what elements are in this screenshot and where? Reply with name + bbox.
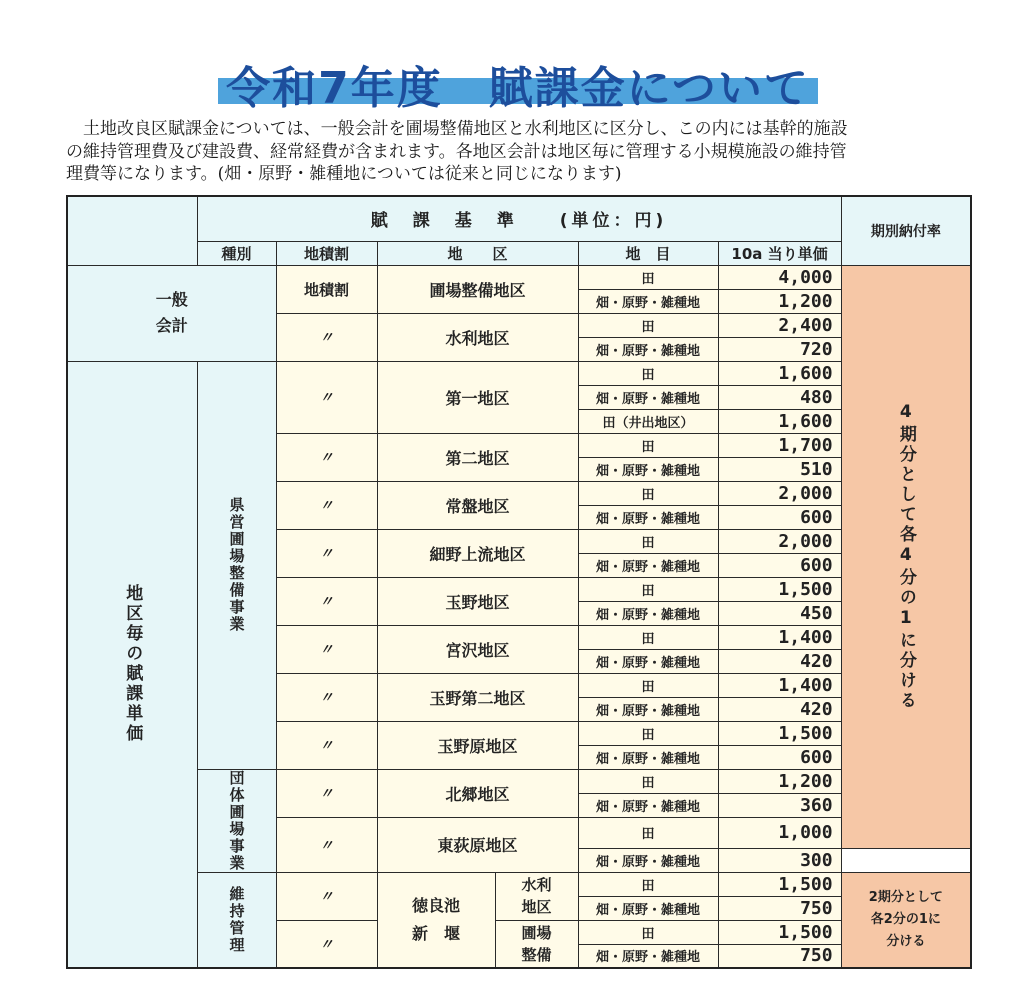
group-project-label — [197, 769, 276, 872]
installment-4-cell — [841, 265, 971, 848]
unit-price: 1,500 — [718, 872, 841, 896]
unit-price: 600 — [718, 745, 841, 769]
tokura-text: 徳良池 新 堰 — [411, 895, 460, 943]
land-category: 田（井出地区） — [578, 409, 718, 433]
land-category: 畑・原野・雑種地 — [578, 848, 718, 872]
ditto-mark: 〃 — [276, 529, 377, 577]
ditto-mark: 〃 — [276, 577, 377, 625]
land-category: 田 — [578, 361, 718, 385]
land-category: 田 — [578, 577, 718, 601]
header-land-category: 地 目 — [578, 241, 718, 265]
land-category: 畑・原野・雑種地 — [578, 697, 718, 721]
land-category: 畑・原野・雑種地 — [578, 745, 718, 769]
land-category: 田 — [578, 872, 718, 896]
unit-price: 510 — [718, 457, 841, 481]
ditto-mark: 〃 — [276, 920, 377, 968]
header-criteria: 賦 課 基 準 (単位：円) — [197, 196, 841, 241]
maintenance-label — [197, 872, 276, 968]
district-name: 圃場整備地区 — [377, 265, 578, 313]
installment-2-line: 2期分として — [868, 889, 943, 905]
land-category: 田 — [578, 625, 718, 649]
unit-price: 1,500 — [718, 721, 841, 745]
district-name: 宮沢地区 — [377, 625, 578, 673]
unit-price: 2,000 — [718, 481, 841, 505]
installment-2-cell — [841, 872, 971, 968]
land-category: 田 — [578, 673, 718, 697]
ditto-mark: 〃 — [276, 721, 377, 769]
ditto-mark: 〃 — [276, 481, 377, 529]
unit-price: 2,000 — [718, 529, 841, 553]
land-category: 田 — [578, 529, 718, 553]
unit-price: 1,200 — [718, 769, 841, 793]
unit-price: 1,000 — [718, 817, 841, 848]
district-name: 玉野原地区 — [377, 721, 578, 769]
unit-price: 720 — [718, 337, 841, 361]
land-category: 畑・原野・雑種地 — [578, 385, 718, 409]
unit-price: 1,600 — [718, 409, 841, 433]
installment-2-line: 各2分の1に — [870, 911, 941, 927]
group-project-text: 団体圃場事業 — [227, 769, 246, 872]
sub-water-text: 水利 地区 — [521, 876, 552, 916]
district-unit-price-label — [67, 361, 197, 968]
ditto-mark: 〃 — [276, 313, 377, 361]
land-category: 畑・原野・雑種地 — [578, 337, 718, 361]
unit-price: 450 — [718, 601, 841, 625]
maintenance-text: 維持管理 — [227, 885, 246, 954]
ditto-mark: 〃 — [276, 769, 377, 817]
land-category: 畑・原野・雑種地 — [578, 896, 718, 920]
ditto-mark: 〃 — [276, 361, 377, 433]
intro-line: 土地改良区賦課金については、一般会計を圃場整備地区と水利地区に区分し、この内には基幹的施設 — [66, 119, 848, 139]
unit-price: 300 — [718, 848, 841, 872]
ditto-mark: 〃 — [276, 872, 377, 920]
installment-4-text: 4期分として各4分の1に分ける — [895, 402, 916, 711]
intro-line: 理費等になります。(畑・原野・雑種地については従来と同じになります) — [66, 164, 622, 184]
land-category: 畑・原野・雑種地 — [578, 553, 718, 577]
unit-price: 750 — [718, 944, 841, 968]
header-district: 地 区 — [377, 241, 578, 265]
district-name: 東荻原地区 — [377, 817, 578, 872]
sub-district-field — [495, 920, 578, 968]
header-type: 種別 — [197, 241, 276, 265]
unit-price: 4,000 — [718, 265, 841, 289]
land-category: 畑・原野・雑種地 — [578, 289, 718, 313]
district-name: 玉野地区 — [377, 577, 578, 625]
general-account-label — [67, 265, 276, 361]
district-name: 玉野第二地区 — [377, 673, 578, 721]
installment-2-line: 分ける — [886, 933, 926, 949]
unit-price: 2,400 — [718, 313, 841, 337]
land-category: 田 — [578, 265, 718, 289]
district-unit-price-text: 地区毎の賦課単価 — [122, 584, 143, 745]
prefectural-project-text: 県営圃場整備事業 — [227, 497, 246, 633]
district-name: 水利地区 — [377, 313, 578, 361]
unit-price: 420 — [718, 697, 841, 721]
land-category: 田 — [578, 721, 718, 745]
ditto-mark: 〃 — [276, 817, 377, 872]
land-category: 田 — [578, 920, 718, 944]
land-category: 畑・原野・雑種地 — [578, 649, 718, 673]
land-category: 田 — [578, 433, 718, 457]
sub-district-water — [495, 872, 578, 920]
unit-price: 1,700 — [718, 433, 841, 457]
unit-price: 360 — [718, 793, 841, 817]
land-category: 田 — [578, 769, 718, 793]
prefectural-project-label — [197, 361, 276, 769]
unit-price: 1,200 — [718, 289, 841, 313]
unit-price: 1,600 — [718, 361, 841, 385]
district-name: 北郷地区 — [377, 769, 578, 817]
header-unit-price: 10a 当り単価 — [718, 241, 841, 265]
unit-price: 1,400 — [718, 673, 841, 697]
header-installment: 期別納付率 — [841, 196, 971, 265]
intro-line: の維持管理費及び建設費、経常経費が含まれます。各地区会計は地区毎に管理する小規模施設の維持管 — [66, 141, 847, 162]
ditto-mark: 〃 — [276, 625, 377, 673]
land-category: 畑・原野・雑種地 — [578, 793, 718, 817]
district-name: 第二地区 — [377, 433, 578, 481]
sub-field-text: 圃場 整備 — [521, 923, 552, 964]
assessment-table — [66, 195, 972, 969]
land-category: 畑・原野・雑種地 — [578, 505, 718, 529]
unit-price: 600 — [718, 553, 841, 577]
page-title: 令和7年度 賦課金について — [226, 63, 810, 114]
unit-price: 420 — [718, 649, 841, 673]
tokura-name — [377, 872, 495, 968]
unit-price: 600 — [718, 505, 841, 529]
unit-price: 480 — [718, 385, 841, 409]
general-account-text: 一般 会計 — [155, 290, 188, 335]
area-assess-label: 地積割 — [276, 265, 377, 313]
district-name: 細野上流地区 — [377, 529, 578, 577]
unit-price: 1,400 — [718, 625, 841, 649]
land-category: 畑・原野・雑種地 — [578, 601, 718, 625]
district-name: 常盤地区 — [377, 481, 578, 529]
district-name: 第一地区 — [377, 361, 578, 433]
land-category: 畑・原野・雑種地 — [578, 457, 718, 481]
header-corner — [67, 196, 197, 265]
land-category: 畑・原野・雑種地 — [578, 944, 718, 968]
header-area-assess: 地積割 — [276, 241, 377, 265]
unit-price: 1,500 — [718, 920, 841, 944]
unit-price: 750 — [718, 896, 841, 920]
ditto-mark: 〃 — [276, 673, 377, 721]
land-category: 田 — [578, 817, 718, 848]
intro-paragraph — [66, 118, 966, 186]
ditto-mark: 〃 — [276, 433, 377, 481]
land-category: 田 — [578, 481, 718, 505]
unit-price: 1,500 — [718, 577, 841, 601]
land-category: 田 — [578, 313, 718, 337]
